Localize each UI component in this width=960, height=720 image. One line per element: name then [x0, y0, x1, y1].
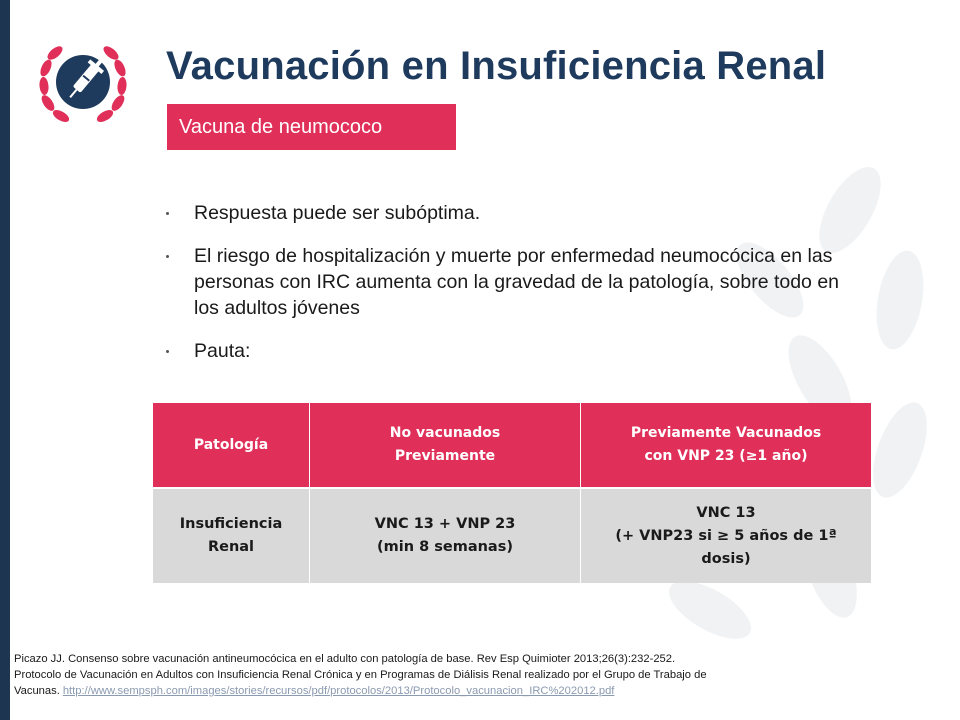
- vaccine-laurel-logo-icon: [34, 36, 132, 128]
- table-row: [153, 488, 871, 583]
- bullet-text: El riesgo de hospitalización y muerte por enfermedad neumocócica en las personas con IRC aumenta con la gravedad de la patología, sobre todo en los adultos jóvenes: [194, 245, 840, 319]
- cell-patologia: Insuficiencia Renal: [153, 488, 310, 583]
- bullet-dot-icon: [166, 350, 169, 353]
- vaccination-schedule-table: [153, 403, 871, 583]
- bullet-item: [160, 200, 860, 226]
- bullet-dot-icon: [166, 212, 169, 215]
- header-previamente-vacunados: Previamente Vacunados con VNP 23 (≥1 año): [581, 403, 872, 488]
- header-no-vacunados: No vacunados Previamente: [310, 403, 581, 488]
- cell-previamente-vacunados: VNC 13 (+ VNP23 si ≥ 5 años de 1ª dosis): [581, 488, 872, 583]
- header-patologia: Patología: [153, 403, 310, 488]
- reference-2: [14, 667, 854, 699]
- slide-title: Vacunación en Insuficiencia Renal: [166, 44, 827, 88]
- bullet-list: [160, 200, 860, 381]
- reference-2-text: Protocolo de Vacunación en Adultos con Insuficiencia Renal Crónica y en Programas de Diálisis Renal realizado por el Grupo de Trabajo de Vacunas.: [14, 669, 707, 697]
- bullet-item: [160, 338, 860, 364]
- reference-1: Picazo JJ. Consenso sobre vacunación antineumocócica en el adulto con patología de base. Rev Esp Quimioter 2013;26(3):232-252.: [14, 653, 676, 665]
- references: [14, 651, 854, 699]
- reference-link[interactable]: http://www.sempsph.com/images/stories/recursos/pdf/protocolos/2013/Protocolo_vacunacion_IRC%202012.pdf: [62, 685, 615, 697]
- table-header-row: [153, 403, 871, 488]
- left-sidebar-bar: [0, 0, 10, 720]
- bullet-item: [160, 243, 860, 321]
- bullet-dot-icon: [166, 255, 169, 258]
- bullet-text: Respuesta puede ser subóptima.: [194, 202, 481, 224]
- subtitle-banner: Vacuna de neumococo: [167, 104, 456, 150]
- bullet-text: Pauta:: [194, 340, 251, 362]
- cell-no-vacunados: VNC 13 + VNP 23 (min 8 semanas): [310, 488, 581, 583]
